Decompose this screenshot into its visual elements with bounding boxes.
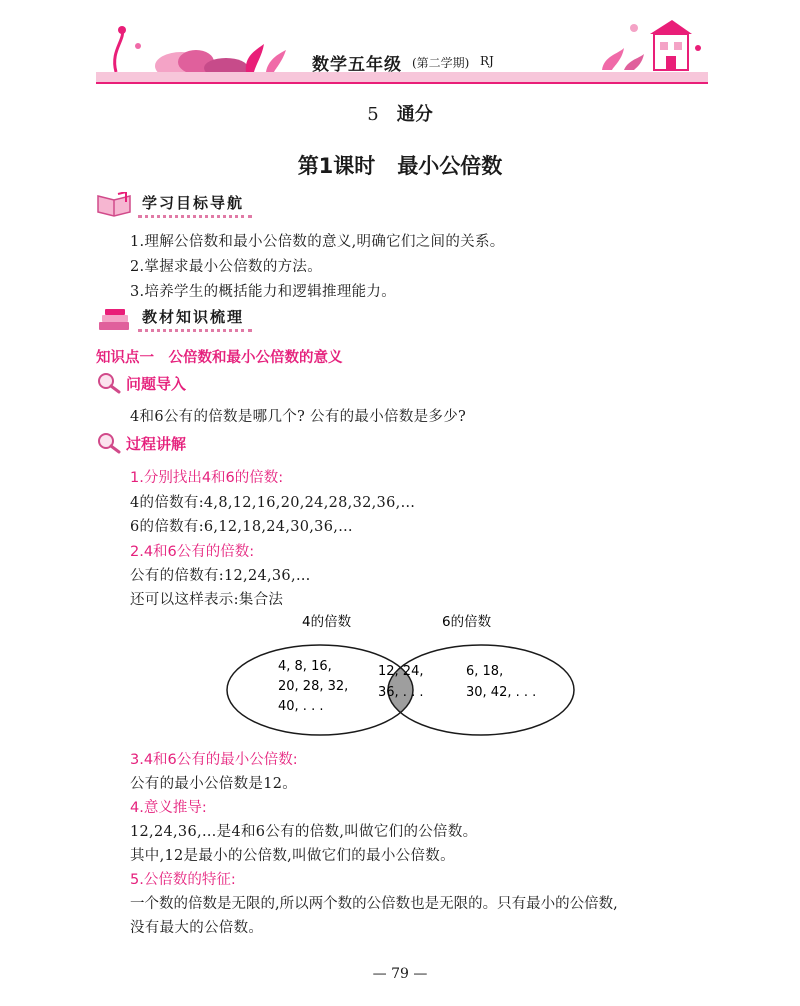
- book-title: 数学五年级: [312, 55, 402, 75]
- book-edition: RJ: [480, 54, 494, 68]
- goals-title: 学习目标导航: [138, 192, 252, 218]
- magnifier-icon: [96, 372, 122, 394]
- chapter-number: 5: [367, 104, 379, 125]
- venn-left-label: 4的倍数: [302, 614, 352, 630]
- venn-middle-value: 12, 24,: [378, 664, 424, 679]
- review-banner: [96, 306, 252, 332]
- step-heading: 1.分别找出4和6的倍数:: [130, 470, 284, 486]
- multiples-of-4: 4的倍数有:4,8,12,16,20,24,28,32,36,…: [130, 495, 416, 511]
- intro-heading: [96, 372, 186, 394]
- venn-right-label: 6的倍数: [442, 614, 492, 630]
- open-book-icon: [96, 192, 132, 218]
- feature-text: 没有最大的公倍数。: [130, 920, 264, 936]
- header-left-decoration: [96, 20, 296, 80]
- common-multiples: 公有的倍数有:12,24,36,…: [130, 568, 311, 584]
- multiples-of-6: 6的倍数有:6,12,18,24,30,36,…: [130, 519, 353, 535]
- step-heading: 4.意义推导:: [130, 800, 207, 816]
- header-band: [96, 72, 708, 82]
- step-heading: 5.公倍数的特征:: [130, 872, 236, 888]
- book-term: (第二学期): [412, 56, 470, 70]
- goal-item: 2.掌握求最小公倍数的方法。: [130, 259, 323, 275]
- header-rule: [96, 82, 708, 84]
- books-stack-icon: [96, 306, 132, 332]
- venn-left-value: 4, 8, 16,: [278, 659, 332, 674]
- magnifier-icon: [96, 432, 122, 454]
- venn-diagram: [220, 608, 590, 742]
- process-label: 过程讲解: [126, 434, 187, 453]
- process-heading: [96, 432, 186, 454]
- review-title: 教材知识梳理: [138, 306, 252, 332]
- lesson-heading: [0, 150, 800, 180]
- venn-left-value: 20, 28, 32,: [278, 679, 349, 694]
- goals-banner: [96, 192, 252, 218]
- knowledge-point-title: 知识点一 公倍数和最小公倍数的意义: [96, 350, 343, 366]
- venn-right-value: 30, 42, . . .: [466, 685, 537, 700]
- chapter-title: 通分: [396, 104, 433, 125]
- goal-item: 1.理解公倍数和最小公倍数的意义,明确它们之间的关系。: [130, 234, 505, 250]
- intro-label: 问题导入: [126, 374, 187, 393]
- venn-left-value: 40, . . .: [278, 699, 324, 714]
- lcm-result: 公有的最小公倍数是12。: [130, 776, 298, 792]
- definition-lcm: 其中,12是最小的公倍数,叫做它们的最小公倍数。: [130, 848, 455, 864]
- set-method-note: 还可以这样表示:集合法: [130, 592, 284, 608]
- lesson-label: 第1课时: [297, 154, 376, 178]
- venn-right-value: 6, 18,: [466, 664, 504, 679]
- step-heading: 3.4和6公有的最小公倍数:: [130, 752, 298, 768]
- goal-item: 3.培养学生的概括能力和逻辑推理能力。: [130, 284, 397, 300]
- intro-question: 4和6公有的倍数是哪几个? 公有的最小倍数是多少?: [130, 409, 467, 425]
- venn-middle-value: 36, . . .: [378, 685, 424, 700]
- lesson-title: 最小公倍数: [397, 154, 503, 178]
- chapter-heading: [0, 100, 800, 126]
- step-heading: 2.4和6公有的倍数:: [130, 544, 255, 560]
- header-right-decoration: [594, 14, 708, 80]
- page-number: — 79 —: [372, 966, 428, 982]
- feature-text: 一个数的倍数是无限的,所以两个数的公倍数也是无限的。只有最小的公倍数,: [130, 896, 618, 912]
- definition-common-multiple: 12,24,36,…是4和6公有的倍数,叫做它们的公倍数。: [130, 824, 478, 840]
